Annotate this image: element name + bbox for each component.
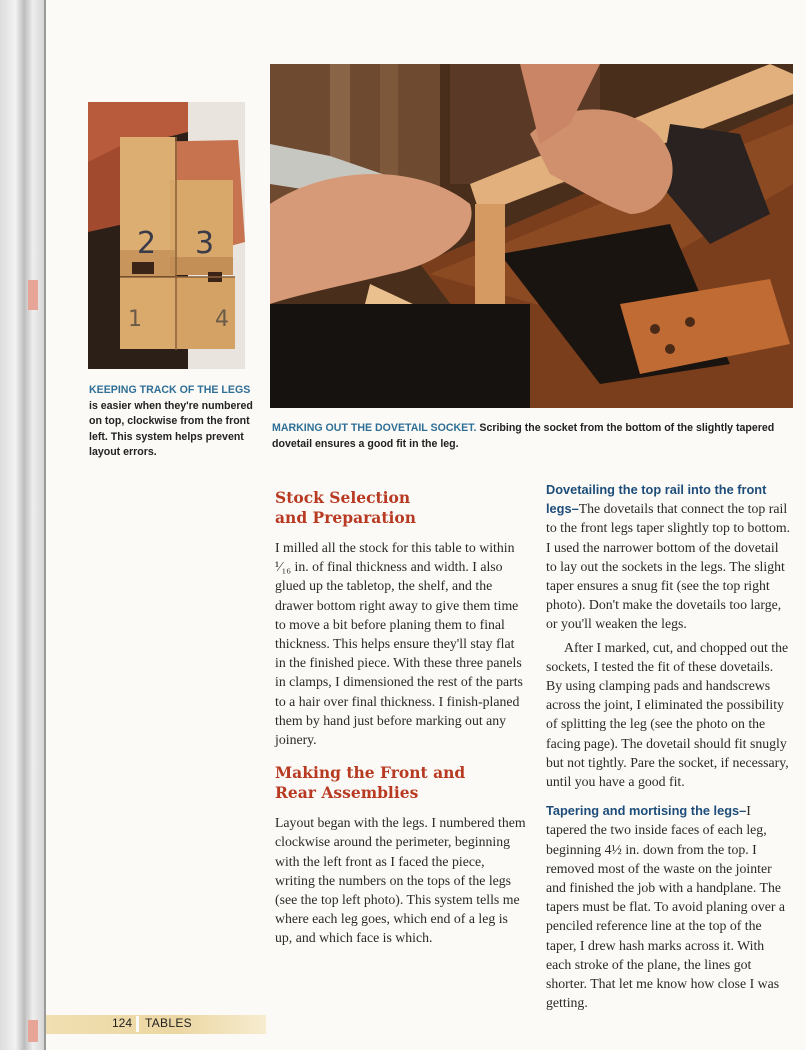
paragraph-dovetailing [546,480,792,634]
paragraph-dovetailing-text: The dovetails that connect the top rail to the front legs taper slightly top to bottom. I used the narrower bottom of the dovetail to lay out the sockets in the legs. The slight taper ensures a snug fit (see the top right photo). Don't make the dovetails too large, or you'll weaken the legs. [546,501,791,632]
caption-main [272,421,797,452]
heading-stock-selection: Stock Selection and Preparation [275,488,416,527]
caption-main-body: Scribing the socket from the bottom of the slightly tapered dovetail ensures a good fit in the leg. [272,422,775,450]
runin-dovetailing: Dovetailing the top rail into the front legs– [546,482,767,517]
caption-left [89,383,259,461]
page-edge-mark [28,280,38,310]
caption-main-lead: MARKING OUT THE DOVETAIL SOCKET. [272,422,477,434]
left-column [275,488,527,948]
leg-number-2: 2 [137,226,157,261]
caption-left-body: is easier when they're numbered on top, clockwise from the front left. This system helps prevent layout errors. [89,399,253,458]
leg-number-4: 4 [215,307,229,332]
heading-front-rear-assemblies: Making the Front and Rear Assemblies [275,763,466,803]
photo-numbered-legs [88,102,245,369]
leg-number-3: 3 [195,226,215,261]
paragraph-front-rear-assemblies: Layout began with the legs. I numbered them clockwise around the perimeter, beginning with the left front as I faced the piece, writing the numbers on the tops of the legs (see the top left photo). This system tells me where each leg goes, which end of a leg is up, and which face is which. [275,815,526,946]
page-edge-mark [28,1020,38,1042]
footer-separator [136,1016,139,1032]
gutter-edge [44,0,46,1050]
paragraph-stock-selection: I milled all the stock for this table to within ¹⁄₁₆ in. of final thickness and width. I also glued up the tabletop, the shelf, and the drawer bottom right away to give them time to move a bit before planing them to final thickness. This helps ensure they'll stay flat in the finished piece. With these three panels in clamps, I dimensioned the rest of the parts to a hair over final thickness. I finish-planed them by hand just before marking out any joinery. [275,540,523,748]
caption-left-lead: KEEPING TRACK OF THE LEGS [89,384,251,396]
section-label: TABLES [145,1016,192,1030]
paragraph-tapering-text: I tapered the two inside faces of each leg, beginning 4½ in. down from the top. I removed most of the waste on the jointer and finished the job with a handplane. The tapers must be flat. To avoid planing over a penciled reference line at the top of the taper, I drew hash marks across it. With each stroke of the plane, the lines got shorter. That let me know how close I was getting. [546,803,786,1011]
page-number: 124 [112,1016,133,1030]
paragraph-tapering [546,801,792,1012]
right-column [546,480,792,1012]
paragraph-testing-fit: After I marked, cut, and chopped out the sockets, I tested the fit of these dovetails. By using clamping pads and handscrews across the joint, I eliminated the possibility of splitting the leg (see the photo on the facing page). The dovetail should fit snugly but not tightly. Pare the socket, if necessary, until you have a good fit. [546,639,789,790]
photo-marking-dovetail-socket [270,64,793,408]
runin-tapering: Tapering and mortising the legs– [546,803,747,819]
book-gutter [0,0,44,1050]
leg-number-1: 1 [128,307,142,332]
